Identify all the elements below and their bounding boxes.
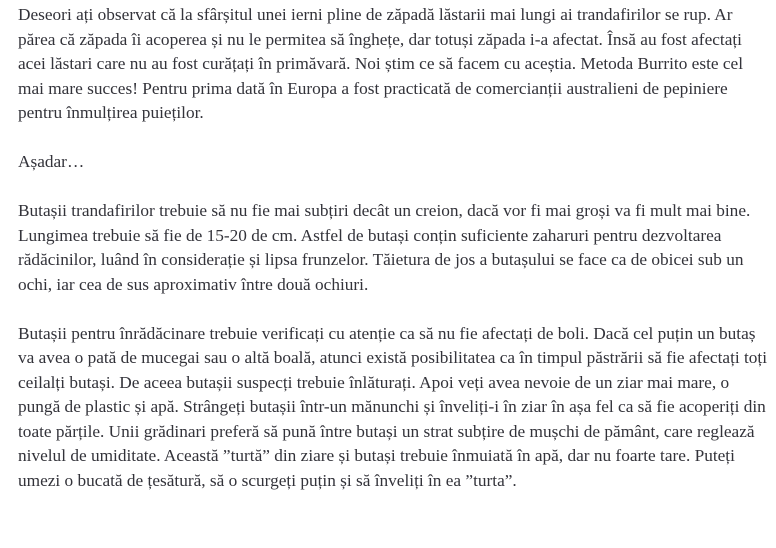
- paragraph-rooting: Butașii pentru înrădăcinare trebuie verificați cu atenție ca să nu fie afectați de boli. Dacă cel puțin un butaș va avea o pată de mucegai sau o altă boală, atunci există posibilitatea ca în timpul păstrării să fie afectați toți ceilalți butași. De aceea butașii suspecți trebuie înlăturați. Apoi veți avea nevoie de un ziar mai mare, o pungă de plastic și apă. Strângeți butașii într-un mănunchi și înveliți-i în ziar în așa fel ca să fie acoperiți din toate părțile. Unii grădinari preferă să pună între butași un strat subțire de mușchi de pământ, care reglează nivelul de umiditate. Această ”turtă” din ziare și butași trebuie înmuiată în apă, dar nu foarte tare. Puteți umezi o bucată de țesătură, să o scurgeți puțin și să înveliți în ea ”turta”.: [18, 323, 768, 490]
- paragraph-asadar: Așadar…: [18, 152, 85, 171]
- article-body: [18, 3, 770, 493]
- paragraph-intro: Deseori ați observat că la sfârșitul unei ierni pline de zăpadă lăstarii mai lungi ai trandafirilor se rup. Ar părea că zăpada îi acoperea și nu le permitea să înghețe, dar totuși zăpada i-a afectat. Însă au fost afectați acei lăstari care nu au fost curățați în primăvară. Noi știm ce să facem cu aceștia. Metoda Burrito este cel mai mare succes! Pentru prima dată în Europa a fost practicată de comercianții australieni de pepiniere pentru înmulțirea puieților.: [18, 5, 744, 122]
- paragraph-cuttings: Butașii trandafirilor trebuie să nu fie mai subțiri decât un creion, dacă vor fi mai groși va fi mult mai bine. Lungimea trebuie să fie de 15-20 de cm. Astfel de butași conțin suficiente zaharuri pentru dezvoltarea rădăcinilor, luând în considerație și lipsa frunzelor. Tăietura de jos a butașului se face ca de obicei sub un ochi, iar cea de sus aproximativ între două ochiuri.: [18, 201, 751, 294]
